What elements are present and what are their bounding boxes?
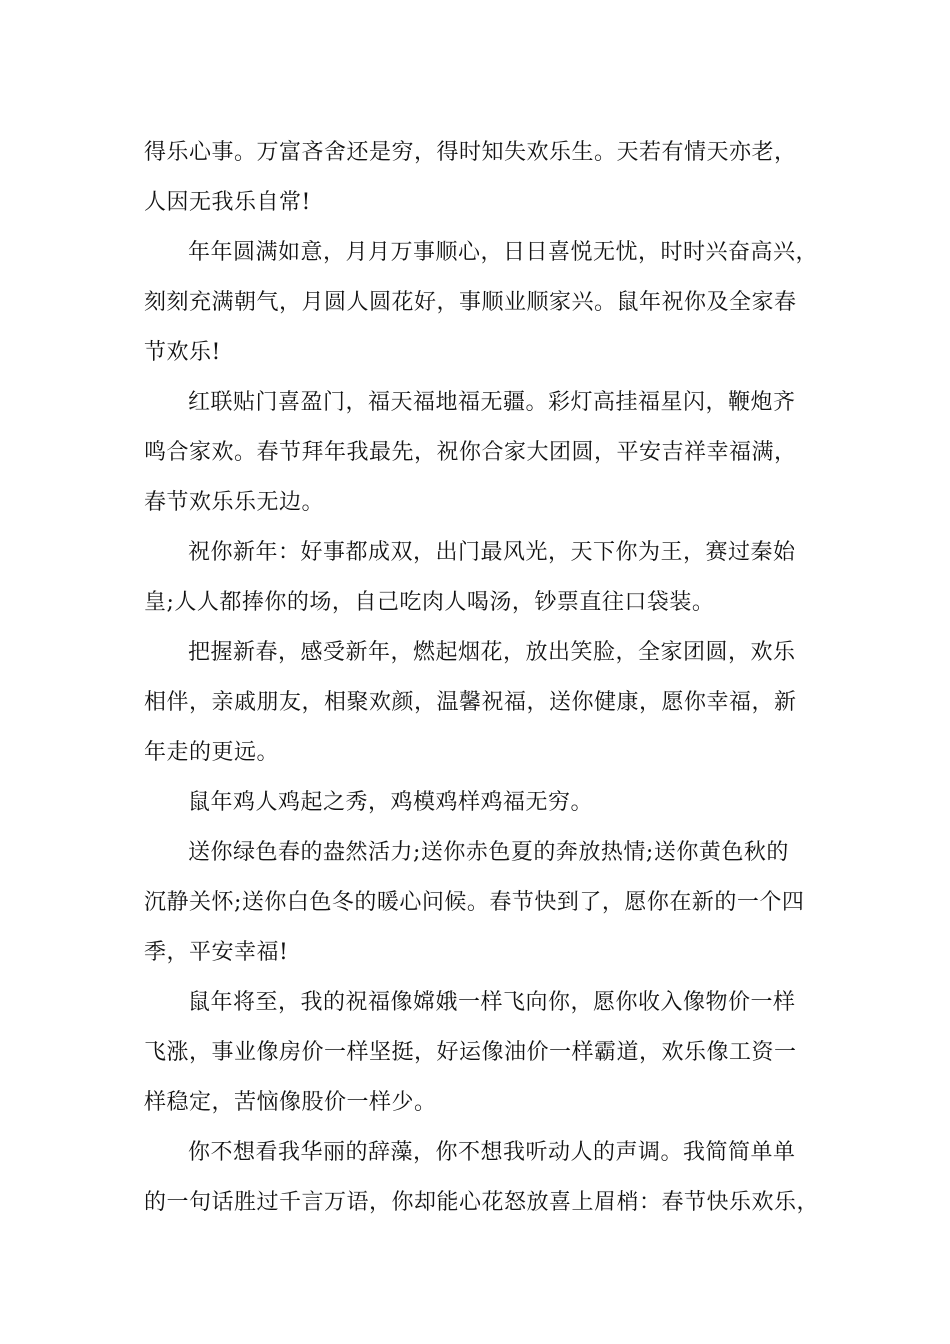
text-line: 鸣合家欢。春节拜年我最先，祝你合家大团圆，平安吉祥幸福满， (144, 440, 797, 465)
text-line: 把握新春，感受新年，燃起烟花，放出笑脸，全家团圆，欢乐 (188, 640, 796, 665)
text-line: 你不想看我华丽的辞藻，你不想我听动人的声调。我简简单单 (188, 1140, 796, 1165)
text-line: 红联贴门喜盈门，福天福地福无疆。彩灯高挂福星闪，鞭炮齐 (188, 390, 796, 415)
document-body (144, 128, 824, 1228)
text-line: 样稳定，苦恼像股价一样少。 (144, 1090, 437, 1115)
paragraph (144, 978, 824, 1128)
paragraph (144, 828, 824, 978)
text-line: 祝你新年：好事都成双，出门最风光，天下你为王，赛过秦始 (188, 540, 796, 565)
text-line: 送你绿色春的盎然活力;送你赤色夏的奔放热情;送你黄色秋的 (188, 840, 789, 865)
text-line: 鼠年将至，我的祝福像嫦娥一样飞向你，愿你收入像物价一样 (188, 990, 796, 1015)
text-line: 年年圆满如意，月月万事顺心，日日喜悦无忧，时时兴奋高兴， (188, 240, 819, 265)
paragraph-continued (144, 128, 824, 228)
text-line: 刻刻充满朝气，月圆人圆花好，事顺业顺家兴。鼠年祝你及全家春 (144, 290, 797, 315)
paragraph (144, 1128, 824, 1228)
text-line: 人因无我乐自常! (144, 190, 311, 215)
text-line: 年走的更远。 (144, 740, 280, 765)
paragraph (144, 778, 824, 828)
paragraph (144, 628, 824, 778)
text-line: 相伴，亲戚朋友，相聚欢颜，温馨祝福，送你健康，愿你幸福，新 (144, 690, 797, 715)
text-line: 鼠年鸡人鸡起之秀，鸡模鸡样鸡福无穷。 (188, 790, 594, 815)
text-line: 沉静关怀;送你白色冬的暖心问候。春节快到了，愿你在新的一个四 (144, 890, 805, 915)
text-line: 得乐心事。万富吝舍还是穷，得时知失欢乐生。天若有情天亦老， (144, 140, 797, 165)
text-line: 皇;人人都捧你的场，自己吃肉人喝汤，钞票直往口袋装。 (144, 590, 715, 615)
paragraph (144, 228, 824, 378)
paragraph (144, 528, 824, 628)
text-line: 季，平安幸福! (144, 940, 289, 965)
text-line: 的一句话胜过千言万语，你却能心花怒放喜上眉梢：春节快乐欢乐， (144, 1190, 820, 1215)
text-line: 春节欢乐乐无边。 (144, 490, 325, 515)
paragraph (144, 378, 824, 528)
text-line: 飞涨，事业像房价一样坚挺，好运像油价一样霸道，欢乐像工资一 (144, 1040, 797, 1065)
text-line: 节欢乐! (144, 340, 221, 365)
